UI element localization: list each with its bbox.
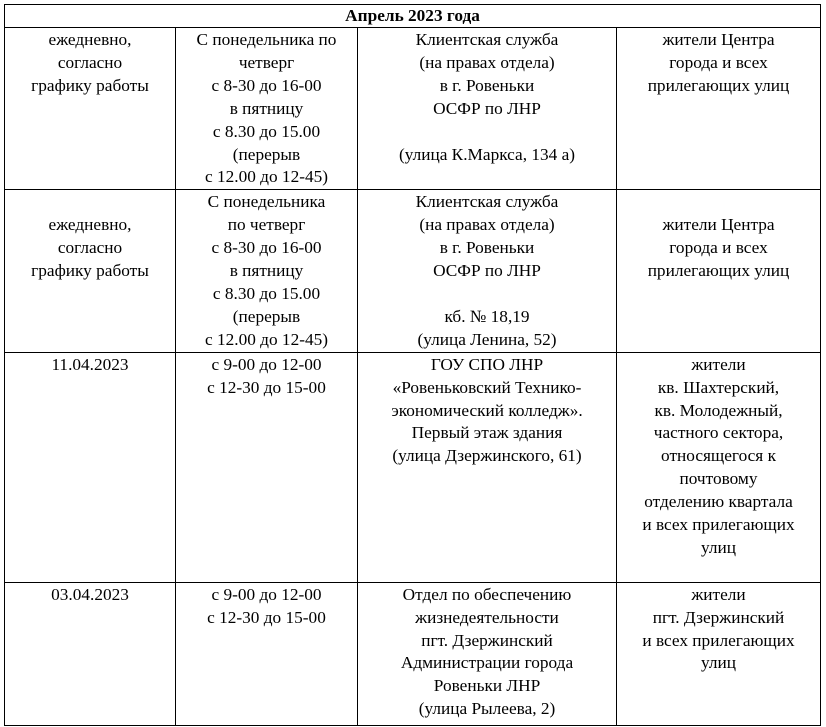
cell-line: города и всех xyxy=(669,52,768,72)
cell-line: пгт. Дзержинский xyxy=(421,630,553,650)
cell-line: относящегося к xyxy=(661,446,776,466)
table-row xyxy=(5,190,821,352)
cell-line: с 8-30 до 16-00 xyxy=(211,75,322,95)
cell-line xyxy=(360,283,614,306)
cell-line: ежедневно, xyxy=(48,215,132,235)
cell-line: жители xyxy=(691,584,746,604)
table-row xyxy=(5,352,821,582)
cell-line: с 9-00 до 12-00 xyxy=(211,584,322,604)
cell-line: жители xyxy=(691,354,746,374)
cell-line: ОСФР по ЛНР xyxy=(433,261,541,281)
residents-cell xyxy=(617,582,821,725)
cell-line: (улица К.Маркса, 134 а) xyxy=(398,144,576,164)
residents-cell xyxy=(617,352,821,582)
cell-line: частного сектора, xyxy=(653,423,784,443)
cell-line: согласно xyxy=(57,238,123,258)
schedule-table xyxy=(4,4,821,726)
cell-line: ГОУ СПО ЛНР xyxy=(430,354,544,374)
cell-line: Первый этаж здания xyxy=(411,423,563,443)
cell-line: отделению квартала xyxy=(644,492,793,512)
cell-line: жители Центра xyxy=(662,30,775,49)
cell-line: в г. Ровеньки xyxy=(439,75,535,95)
cell-line: Ровеньки ЛНР xyxy=(433,676,541,696)
cell-line: (на правах отдела) xyxy=(419,52,555,72)
place-cell xyxy=(358,582,617,725)
cell-line: и всех прилегающих xyxy=(642,515,795,535)
time-cell xyxy=(176,352,358,582)
cell-line: кв. Шахтерский, xyxy=(657,377,780,397)
cell-line: в г. Ровеньки xyxy=(439,238,535,258)
table-row xyxy=(5,582,821,725)
cell-line: кв. Молодежный, xyxy=(654,400,783,420)
time-cell xyxy=(176,28,358,190)
cell-line: С понедельника xyxy=(207,192,326,212)
cell-line: экономический колледж». xyxy=(391,400,583,420)
cell-line: с 12-30 до 15-00 xyxy=(207,607,326,627)
cell-line: с 8.30 до 15.00 xyxy=(212,283,321,303)
cell-line: (перерыв xyxy=(232,144,301,164)
cell-line: жители Центра xyxy=(662,215,775,235)
date-cell xyxy=(5,582,176,725)
cell-line: Отдел по обеспечению xyxy=(402,584,572,604)
residents-cell xyxy=(617,28,821,190)
cell-line: ежедневно, xyxy=(48,30,132,49)
cell-line: с 8-30 до 16-00 xyxy=(211,238,322,258)
cell-line: с 8.30 до 15.00 xyxy=(212,121,321,141)
residents-cell xyxy=(617,190,821,352)
cell-line: улиц xyxy=(701,653,737,673)
cell-line: прилегающих улиц xyxy=(647,75,790,95)
cell-line: (перерыв xyxy=(232,306,301,326)
date-cell xyxy=(5,352,176,582)
cell-line xyxy=(360,121,614,144)
table-header-row xyxy=(5,5,821,28)
cell-line: 03.04.2023 xyxy=(51,584,129,604)
cell-line: в пятницу xyxy=(229,261,304,281)
cell-line: жизнедеятельности xyxy=(415,607,559,627)
cell-line: «Ровеньковский Технико- xyxy=(392,377,582,397)
table-row xyxy=(5,28,821,190)
cell-line xyxy=(7,191,173,214)
cell-line: с 12-30 до 15-00 xyxy=(207,377,326,397)
cell-line: прилегающих улиц xyxy=(647,261,790,281)
cell-line: (улица Ленина, 52) xyxy=(417,329,557,349)
time-cell xyxy=(176,190,358,352)
cell-line: города и всех xyxy=(669,238,768,258)
cell-line xyxy=(619,191,818,214)
cell-line: Администрации города xyxy=(400,653,574,673)
cell-line: графику работы xyxy=(31,261,149,281)
cell-line: Клиентская служба xyxy=(415,192,559,212)
cell-line: (улица Дзержинского, 61) xyxy=(392,446,582,466)
cell-line: по четверг xyxy=(227,215,306,235)
month-title: Апрель 2023 года xyxy=(5,5,821,28)
cell-line: согласно xyxy=(57,52,123,72)
cell-line: С понедельника по xyxy=(196,30,337,49)
cell-line: четверг xyxy=(238,52,295,72)
cell-line: с 9-00 до 12-00 xyxy=(211,354,322,374)
cell-line: и всех прилегающих xyxy=(642,630,795,650)
date-cell xyxy=(5,28,176,190)
place-cell xyxy=(358,352,617,582)
cell-line: почтовому xyxy=(679,469,758,489)
cell-line: улиц xyxy=(701,537,737,557)
cell-line: Клиентская служба xyxy=(415,30,559,49)
cell-line: 11.04.2023 xyxy=(51,354,129,374)
cell-line: пгт. Дзержинский xyxy=(652,607,785,627)
cell-line: графику работы xyxy=(31,75,149,95)
date-cell xyxy=(5,190,176,352)
cell-line: кб. № 18,19 xyxy=(444,306,530,326)
cell-line: с 12.00 до 12-45) xyxy=(204,167,329,187)
cell-line: (улица Рылеева, 2) xyxy=(418,699,556,719)
time-cell xyxy=(176,582,358,725)
place-cell xyxy=(358,28,617,190)
cell-line: (на правах отдела) xyxy=(419,215,555,235)
cell-line: с 12.00 до 12-45) xyxy=(204,329,329,349)
cell-line: в пятницу xyxy=(229,98,304,118)
place-cell xyxy=(358,190,617,352)
cell-line: ОСФР по ЛНР xyxy=(433,98,541,118)
